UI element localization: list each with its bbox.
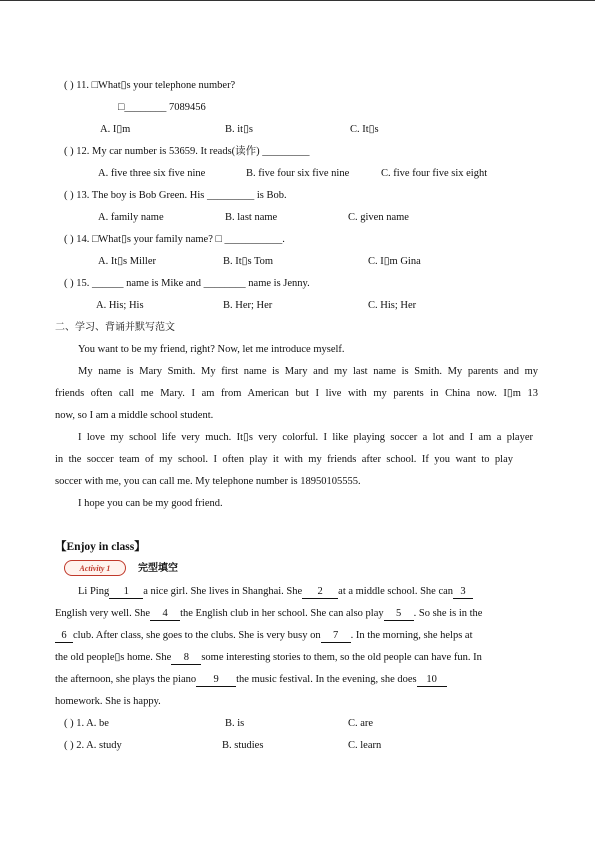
cloze-blank-9: 9 — [196, 674, 236, 687]
essay-line-8: I hope you can be my good friend. — [78, 498, 223, 509]
essay-line-4: now, so I am a middle school student. — [55, 410, 214, 421]
question-13-option-b: B. last name — [225, 212, 278, 223]
question-15-option-b: B. Her; Her — [223, 300, 273, 311]
activity-title: 完型填空 — [138, 563, 178, 574]
cloze-line-2 — [55, 607, 482, 621]
cloze-blank-3: 3 — [453, 586, 473, 599]
cloze-blank-7: 7 — [321, 630, 351, 643]
cloze-text: some interesting stories to them, so the old people can have fun. In — [201, 652, 482, 663]
page-top-rule — [0, 0, 595, 1]
essay-line-2: My name is Mary Smith. My first name is Mary and my last name is Smith. My parents and my — [78, 366, 538, 377]
question-13-option-a: A. family name — [98, 212, 164, 223]
question-13-stem: ( ) 13. The boy is Bob Green. His _________ is Bob. — [64, 190, 287, 201]
question-15-option-c: C. His; Her — [368, 300, 417, 311]
essay-line-6: in the soccer team of my school. I often play it with my friends after school. If you want to play — [55, 454, 513, 465]
cloze-text: club. After class, she goes to the clubs. She is very busy on — [73, 630, 321, 641]
essay-line-5: I love my school life very much. It▯s very colorful. I like playing soccer a lot and I am a player — [78, 432, 533, 443]
cloze-blank-8: 8 — [171, 652, 201, 665]
cloze-text: Li Ping — [78, 586, 110, 597]
cloze-blank-5: 5 — [384, 608, 414, 621]
question-14-option-a: A. It▯s Miller — [98, 256, 156, 267]
essay-line-1: You want to be my friend, right? Now, let me introduce myself. — [78, 344, 345, 355]
cloze-line-4 — [55, 651, 482, 665]
cloze-text: . So she is in the — [413, 608, 483, 619]
question-12-stem: ( ) 12. My car number is 53659. It reads(读作) _________ — [64, 146, 310, 157]
enjoy-in-class-heading: 【Enjoy in class】 — [55, 541, 146, 553]
essay-line-7: soccer with me, you can call me. My telephone number is 18950105555. — [55, 476, 361, 487]
cloze-text: the English club in her school. She can also play — [180, 608, 384, 619]
cloze-blank-10: 10 — [417, 674, 447, 687]
cloze-text: the old people▯s home. She — [55, 652, 172, 663]
question-14-option-c: C. I▯m Gina — [368, 256, 421, 267]
cloze-question-1-option-c: C. are — [348, 718, 374, 729]
cloze-text: English very well. She — [55, 608, 151, 619]
cloze-line-6: homework. She is happy. — [55, 696, 161, 707]
cloze-text: the afternoon, she plays the piano — [55, 674, 197, 685]
question-12-option-a: A. five three six five nine — [98, 168, 206, 179]
cloze-question-2-option-c: C. learn — [348, 740, 382, 751]
question-11-answer-line: □________ 7089456 — [118, 102, 206, 113]
question-12-option-c: C. five four five six eight — [381, 168, 488, 179]
cloze-text: at a middle school. She can — [338, 586, 454, 597]
cloze-question-1-option-b: B. is — [225, 718, 245, 729]
cloze-question-2-stem: ( ) 2. A. study — [64, 740, 122, 751]
section-2-heading: 二、学习、背诵并默写范文 — [55, 322, 175, 333]
question-14-option-b: B. It▯s Tom — [223, 256, 274, 267]
cloze-blank-1: 1 — [109, 586, 143, 599]
question-11-option-a: A. I▯m — [100, 124, 131, 135]
question-14-stem: ( ) 14. □What▯s your family name? □ ___________. — [64, 234, 285, 245]
question-13-option-c: C. given name — [348, 212, 409, 223]
cloze-text: the music festival. In the evening, she does — [236, 674, 417, 685]
cloze-blank-4: 4 — [150, 608, 180, 621]
cloze-question-2-option-b: B. studies — [222, 740, 264, 751]
cloze-question-1-stem: ( ) 1. A. be — [64, 718, 109, 729]
question-15-stem: ( ) 15. ______ name is Mike and ________ name is Jenny. — [64, 278, 310, 289]
essay-line-3: friends often call me Mary. I am from American but I live with my parents in China now. I▯m 13 — [55, 388, 538, 399]
cloze-line-3 — [55, 629, 473, 643]
question-15-option-a: A. His; His — [96, 300, 144, 311]
activity-badge: Activity 1 — [64, 560, 126, 576]
cloze-text: a nice girl. She lives in Shanghai. She — [143, 586, 303, 597]
question-12-option-b: B. five four six five nine — [246, 168, 350, 179]
question-11-stem: ( ) 11. □What▯s your telephone number? — [64, 80, 236, 91]
cloze-line-1 — [78, 585, 473, 599]
question-11-option-c: C. It▯s — [350, 124, 379, 135]
question-11-option-b: B. it▯s — [225, 124, 253, 135]
cloze-blank-6: 6 — [55, 630, 73, 643]
cloze-text: . In the morning, she helps at — [350, 630, 473, 641]
cloze-line-5 — [55, 673, 447, 687]
cloze-blank-2: 2 — [302, 586, 338, 599]
